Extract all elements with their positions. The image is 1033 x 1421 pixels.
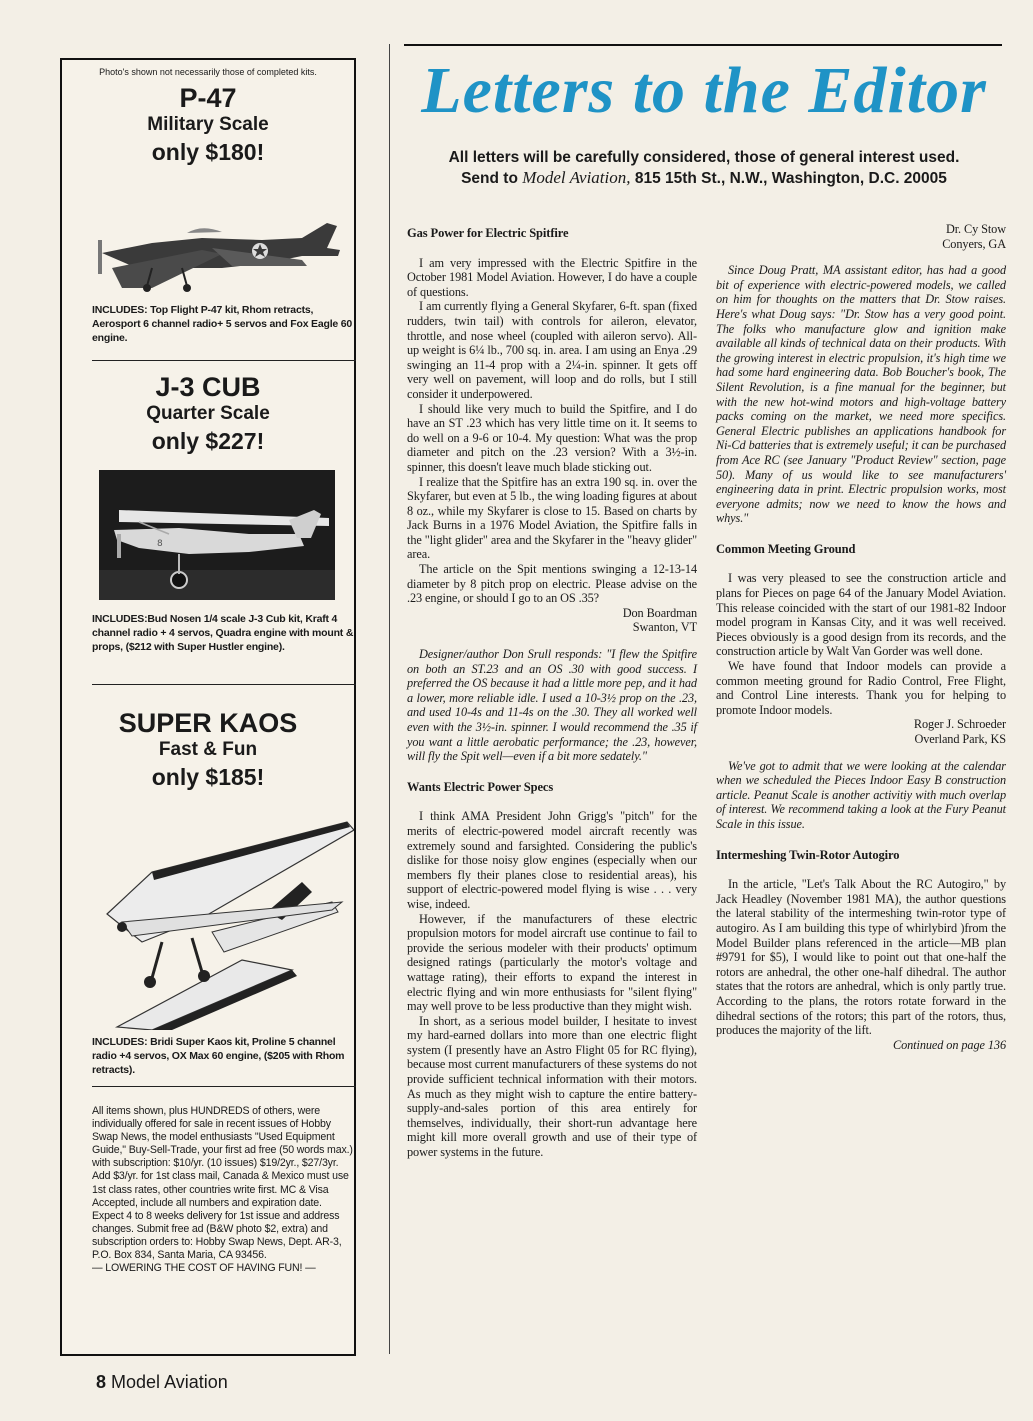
super-kaos-plane-photo bbox=[92, 802, 354, 1030]
magazine-footer-name: Model Aviation bbox=[111, 1372, 228, 1392]
ad-divider bbox=[92, 360, 356, 361]
ad-subscription-text bbox=[92, 1105, 356, 1275]
letter-signature-name: Dr. Cy Stow bbox=[945, 222, 1006, 236]
subtitle-line-1: All letters will be carefully considered, those of general interest used. bbox=[448, 149, 960, 166]
ad-p47-title: P-47 bbox=[179, 83, 237, 113]
ad-kaos-title: SUPER KAOS bbox=[118, 708, 298, 738]
editor-response: Since Doug Pratt, MA assistant editor, has had a good bit of experience with electric-powered models, we called on him for thoughts on the matters that Dr. Stow raises. Here's what Doug says: "Dr. Stow has a very good point. The folks who manufacture glow and ignition make available all kinds of technical data on their products. With the growing interest in electric propulsion, it's high time we had some hard engineering data. Bob Boucher's book, The Silent Revolution, is a fine manual for the beginner, but with the new hot-wind motors and high-voltage battery packs coming on the market, we need more specifics. General Electric publishes an applications handbook for Ni-Cd batteries that is extremely useful; it can be purchased from Ace RC (see January "Product Review" section, page 50). Many of us would like to see manufacturers' engineering data in print. Electric propulsion works, most everyone admits; now we need to know the hows and whys." bbox=[716, 263, 1006, 526]
editor-response: Designer/author Don Srull responds: "I flew the Spitfire on both an ST.23 and an OS .30 with good success. I preferred the OS because it had a little more pep, and it had a lower, more reliable idle. I used a 10-3½ prop on the .23, and used 10-4s and 11-4s on the .30. They all worked well even with the 3½-in. spinner. I would recommend the .35 if you want a little aerobatic performance; the .23, however, will fly the Spit well—even if a bit more sedately." bbox=[407, 647, 697, 764]
page-number: 8 bbox=[96, 1372, 107, 1392]
ad-photo-note: Photo's shown not necessarily those of completed kits. bbox=[99, 67, 317, 77]
ad-cub-title: J-3 CUB bbox=[155, 372, 261, 402]
advertisement-box bbox=[60, 58, 356, 1356]
ad-cub-subtitle: Quarter Scale bbox=[146, 403, 270, 424]
letter-paragraph: We have found that Indoor models can provide a common meeting ground for Radio Control, Free Flight, and Control Line interests. Thank you for helping to promote Indoor models. bbox=[716, 659, 1006, 717]
letter-signature-place: Swanton, VT bbox=[632, 620, 697, 635]
ad-kaos-price: only $185! bbox=[151, 764, 265, 790]
letter-signature-name: Roger J. Schroeder bbox=[913, 717, 1006, 732]
editor-response: We've got to admit that we were looking at the calendar when we scheduled the Pieces Indoor Easy B construction article. Peanut Scale is another activitiy with much overlap of interest. We recommend taking a look at the Fury Peanut Scale in this issue. bbox=[716, 758, 1006, 831]
ad-kaos-section bbox=[62, 708, 354, 792]
page-footer bbox=[96, 1372, 228, 1393]
ad-slogan: — LOWERING THE COST OF HAVING FUN! — bbox=[92, 1262, 316, 1275]
letter-paragraph: However, if the manufacturers of these electric propulsion motors for model aircraft use continue to fail to provide the serious modeler with their products' optimum designed ratings (particularly the motor's voltage and wattage rating), their efforts to expand the interest in electric flying and win more enthusiasts for "silent flying" may well prove to be less productive than they might wish. bbox=[407, 911, 697, 1014]
ad-cub-price: only $227! bbox=[151, 428, 265, 454]
letter-paragraph: The article on the Spit mentions swinging a 12-13-14 diameter by 8 pitch prop on electric. Please advise on the .23 engine, or should I go to an OS .35? bbox=[407, 562, 697, 606]
letter-paragraph: I should like very much to build the Spitfire, and I do have an ST .23 which has very little time on it. It seems to do well on a 9-6 or 10-4. My question: What was the prop diameter and pitch on the .23 version? With a 3½-in. spinner, this doesn't leave much blade sticking out. bbox=[407, 401, 697, 474]
ad-p47-subtitle: Military Scale bbox=[147, 114, 269, 135]
ad-divider bbox=[92, 684, 356, 685]
letter-paragraph: I was very pleased to see the construction article and plans for Pieces on page 64 of the January Model Aviation. This release coincided with the start of our 1981-82 Indoor model program in Kansas City, and it was well received. Pieces obviously is a good design from its records, and the construction article by Walt Van Gorder was well done. bbox=[716, 571, 1006, 659]
ad-p47-section bbox=[62, 60, 354, 167]
letter-heading: Common Meeting Ground bbox=[716, 541, 856, 556]
magazine-name: Model Aviation, bbox=[522, 168, 631, 187]
editor-address: 815 15th St., N.W., Washington, D.C. 20005 bbox=[630, 170, 947, 187]
letter-paragraph: I am currently flying a General Skyfarer, 6-ft. span (fixed rudders, twin tail) with controls for aileron, elevator, throttle, and nose wheel (coupled with aileron servo). All-up weight is 6¼ lb., 700 sq. in. area. I am using an Enya .29 swinging an 11-4 prop with a 2¼-in. spinner. It gets off very well on pavement, will loop and do rolls, but I still consider it underpowered. bbox=[407, 299, 697, 401]
letter-heading: Intermeshing Twin-Rotor Autogiro bbox=[716, 847, 900, 862]
letter-paragraph: I realize that the Spitfire has an extra 190 sq. in. over the Skyfarer, but even at 5 lb., the wing loading figures at about 8 oz., while my Skyfarer is close to 15. Based on charts by Jack Burns in a 1976 Model Aviation, the Spitfire falls in the "light glider" area and the Skyfarer in the "heavy glider" area. bbox=[407, 474, 697, 562]
letter-paragraph: I am very impressed with the Electric Spitfire in the October 1981 Model Aviation. However, I do have a couple of questions. bbox=[407, 255, 697, 299]
continued-note: Continued on page 136 bbox=[892, 1037, 1006, 1052]
letter-paragraph: In the article, "Let's Talk About the RC Autogiro," by Jack Headley (November 1981 MA), the author questions the lateral stability of the intermeshing twin-rotor type of autogiro. As I am building this type of whirlybird )from the Model Builder plans referenced in the article—MB plan #9791 for $5), I would like to point out that one-half the rotors are anhedral, the other one-half dihedral. The author states that the rotors are anhedral, which is only partly true. According to the plans, the rotors rotate forward in the dihedral sections of the rotors; this part of the rotors, thus, produces the majority of the lift. bbox=[716, 877, 1006, 1038]
letter-heading: Gas Power for Electric Spitfire bbox=[407, 226, 569, 240]
letter-heading: Wants Electric Power Specs bbox=[407, 779, 554, 794]
section-subtitle bbox=[404, 148, 1004, 189]
section-title: Letters to the Editor bbox=[421, 54, 987, 127]
letters-column-right bbox=[716, 222, 1006, 1052]
ad-cub-section bbox=[62, 372, 354, 456]
ad-p47-includes: INCLUDES: Top Flight P-47 kit, Rhom retracts, Aerosport 6 channel radio+ 5 servos and Fox Eagle 60 engine. bbox=[92, 304, 353, 344]
ad-divider bbox=[92, 1086, 356, 1087]
j3-cub-photo bbox=[99, 470, 335, 600]
column-divider bbox=[389, 44, 390, 1354]
p47-plane-photo bbox=[92, 188, 342, 298]
svg-text:8: 8 bbox=[157, 539, 163, 549]
ad-cub-includes: INCLUDES:Bud Nosen 1/4 scale J-3 Cub kit, Kraft 4 channel radio + 4 servos, Quadra engine with mount & props, ($212 with Super Hustler engine). bbox=[92, 613, 354, 653]
ad-kaos-includes: INCLUDES: Bridi Super Kaos kit, Proline 5 channel radio +4 servos, OX Max 60 engine, ($205 with Rhom retracts). bbox=[92, 1036, 345, 1076]
send-to-label: Send to bbox=[461, 170, 523, 187]
ad-kaos-subtitle: Fast & Fun bbox=[158, 739, 258, 760]
letters-column-middle bbox=[407, 222, 697, 1160]
letter-signature-place: Conyers, GA bbox=[942, 236, 1006, 251]
subtitle-line-2 bbox=[404, 168, 1004, 189]
ad-p47-price: only $180! bbox=[151, 139, 265, 165]
header-rule bbox=[404, 44, 1002, 46]
ad-footer-body: All items shown, plus HUNDREDS of others, were individually offered for sale in recent issues of Hobby Swap News, the model enthusiasts "Used Equipment Guide," Buy-Sell-Trade, your first ad free (50 words max.) with subscription: $10/yr. (10 issues) $19/2yr., $27/3yr. Add $3/yr. for 1st class mail, Canada & Mexico must use 1st class rates, other countries write first. MC & Visa Accepted, include all numbers and expiration date. Expect 4 to 8 weeks delivery for 1st issue and address changes. Submit free ad (B&W photo $2, extra) and subscription orders to: Hobby Swap News, Dept. AR-3, P.O. Box 834, Santa Maria, CA 93456. bbox=[92, 1105, 353, 1262]
letter-paragraph: In short, as a serious model builder, I hesitate to invest my hard-earned dollars into more than one electric flight system (I presently have an Astro Flight 05 for RC flying), because most current manufacturers of these systems do not provide sufficient technical information with their motors. As much as they might wish to capture the entire battery-supply-and-sales portion of this area entirely for themselves, individually, their short-run advantage here might kill more overall growth and use of their type of power systems in the future. bbox=[407, 1013, 697, 1160]
letter-paragraph: I think AMA President John Grigg's "pitch" for the merits of electric-powered model aircraft recently was extremely sound and farsighted. Considering the public's dislike for those noisy glow engines (especially when our members fly their planes close to residential areas), his support of electric-powered model flying is wise . . . very wise, indeed. bbox=[407, 809, 697, 911]
letter-signature-place: Overland Park, KS bbox=[914, 732, 1006, 746]
letter-signature-name: Don Boardman bbox=[622, 605, 697, 620]
